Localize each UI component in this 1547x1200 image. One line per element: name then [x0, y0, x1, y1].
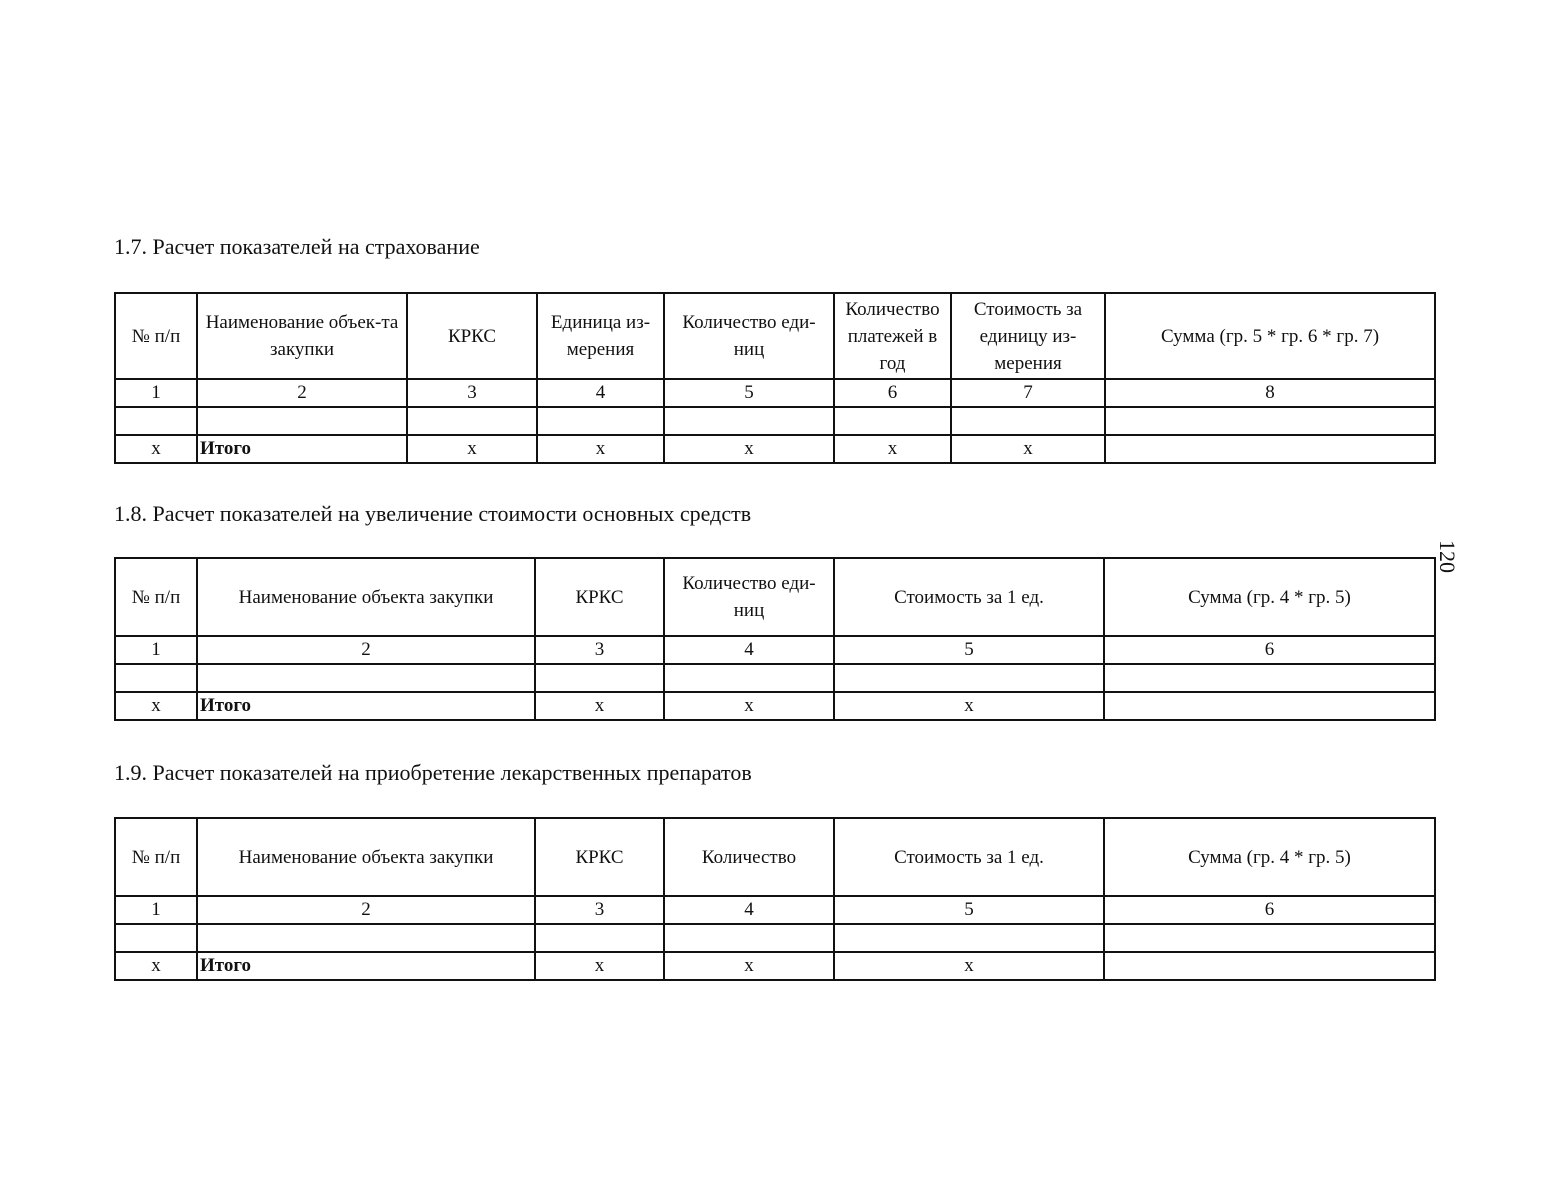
- column-number: 4: [537, 379, 664, 407]
- empty-cell: [535, 664, 664, 692]
- medicines-table: [114, 817, 1436, 981]
- total-label: Итого: [197, 692, 535, 720]
- column-number: 6: [834, 379, 951, 407]
- section-title-medicines: 1.9. Расчет показателей на приобретение лекарственных препаратов: [114, 760, 752, 785]
- section-title-fixed-assets: 1.8. Расчет показателей на увеличение стоимости основных средств: [114, 501, 752, 526]
- total-cell: x: [115, 692, 197, 720]
- empty-cell: [537, 407, 664, 435]
- column-number: 6: [1104, 896, 1435, 924]
- column-number: 2: [197, 379, 407, 407]
- page-number: 120: [1435, 540, 1460, 573]
- empty-cell: [664, 407, 834, 435]
- column-number: 2: [197, 896, 535, 924]
- empty-cell: [1104, 924, 1435, 952]
- total-cell: x: [834, 692, 1104, 720]
- column-number-row: [115, 379, 1435, 407]
- total-cell: x: [951, 435, 1105, 463]
- total-cell: x: [664, 435, 834, 463]
- header-row: [115, 818, 1435, 896]
- column-number: 8: [1105, 379, 1435, 407]
- column-number-row: [115, 896, 1435, 924]
- total-cell: x: [115, 952, 197, 980]
- empty-cell: [407, 407, 537, 435]
- column-number: 6: [1104, 636, 1435, 664]
- empty-cell: [115, 664, 197, 692]
- header-row: [115, 558, 1435, 636]
- header-cell-krks: КРКС: [535, 558, 664, 636]
- total-cell: x: [664, 692, 834, 720]
- header-cell-unit-cost: Стоимость за единицу из-мерения: [951, 293, 1105, 379]
- column-number: 5: [834, 636, 1104, 664]
- column-number: 3: [535, 896, 664, 924]
- header-cell-index: № п/п: [115, 818, 197, 896]
- total-cell: x: [535, 692, 664, 720]
- empty-cell: [535, 924, 664, 952]
- column-number: 1: [115, 896, 197, 924]
- header-cell-object-name: Наименование объек-та закупки: [197, 293, 407, 379]
- total-sum-cell: [1104, 952, 1435, 980]
- total-cell: x: [537, 435, 664, 463]
- empty-cell: [664, 664, 834, 692]
- header-cell-unit-cost: Стоимость за 1 ед.: [834, 558, 1104, 636]
- header-cell-sum: Сумма (гр. 4 * гр. 5): [1104, 558, 1435, 636]
- total-label: Итого: [197, 952, 535, 980]
- total-cell: x: [407, 435, 537, 463]
- header-cell-quantity: Количество еди-ниц: [664, 558, 834, 636]
- header-cell-unit: Единица из-мерения: [537, 293, 664, 379]
- empty-cell: [115, 924, 197, 952]
- empty-cell: [1104, 664, 1435, 692]
- empty-data-row: [115, 924, 1435, 952]
- total-row: [115, 435, 1435, 463]
- header-cell-quantity: Количество: [664, 818, 834, 896]
- fixed-assets-table: [114, 557, 1436, 721]
- column-number: 1: [115, 636, 197, 664]
- section-title-insurance: 1.7. Расчет показателей на страхование: [114, 234, 480, 259]
- total-cell: x: [834, 952, 1104, 980]
- column-number: 1: [115, 379, 197, 407]
- header-cell-unit-cost: Стоимость за 1 ед.: [834, 818, 1104, 896]
- column-number: 4: [664, 636, 834, 664]
- empty-data-row: [115, 664, 1435, 692]
- total-cell: x: [115, 435, 197, 463]
- header-cell-object-name: Наименование объекта закупки: [197, 558, 535, 636]
- insurance-table: [114, 292, 1436, 464]
- total-sum-cell: [1104, 692, 1435, 720]
- total-cell: x: [535, 952, 664, 980]
- empty-cell: [1105, 407, 1435, 435]
- header-cell-krks: КРКС: [407, 293, 537, 379]
- column-number: 3: [407, 379, 537, 407]
- total-row: [115, 692, 1435, 720]
- column-number: 2: [197, 636, 535, 664]
- column-number: 5: [834, 896, 1104, 924]
- empty-cell: [834, 664, 1104, 692]
- total-sum-cell: [1105, 435, 1435, 463]
- total-cell: x: [834, 435, 951, 463]
- column-number: 4: [664, 896, 834, 924]
- header-cell-sum: Сумма (гр. 4 * гр. 5): [1104, 818, 1435, 896]
- header-cell-sum: Сумма (гр. 5 * гр. 6 * гр. 7): [1105, 293, 1435, 379]
- total-cell: x: [664, 952, 834, 980]
- empty-cell: [834, 407, 951, 435]
- column-number: 7: [951, 379, 1105, 407]
- empty-cell: [834, 924, 1104, 952]
- header-cell-object-name: Наименование объекта закупки: [197, 818, 535, 896]
- header-cell-index: № п/п: [115, 558, 197, 636]
- empty-cell: [664, 924, 834, 952]
- total-row: [115, 952, 1435, 980]
- column-number-row: [115, 636, 1435, 664]
- header-cell-index: № п/п: [115, 293, 197, 379]
- empty-cell: [197, 924, 535, 952]
- empty-cell: [197, 407, 407, 435]
- empty-data-row: [115, 407, 1435, 435]
- empty-cell: [197, 664, 535, 692]
- header-cell-quantity: Количество еди-ниц: [664, 293, 834, 379]
- column-number: 5: [664, 379, 834, 407]
- header-cell-krks: КРКС: [535, 818, 664, 896]
- total-label: Итого: [197, 435, 407, 463]
- column-number: 3: [535, 636, 664, 664]
- empty-cell: [115, 407, 197, 435]
- empty-cell: [951, 407, 1105, 435]
- header-row: [115, 293, 1435, 379]
- header-cell-payments-per-year: Количество платежей в год: [834, 293, 951, 379]
